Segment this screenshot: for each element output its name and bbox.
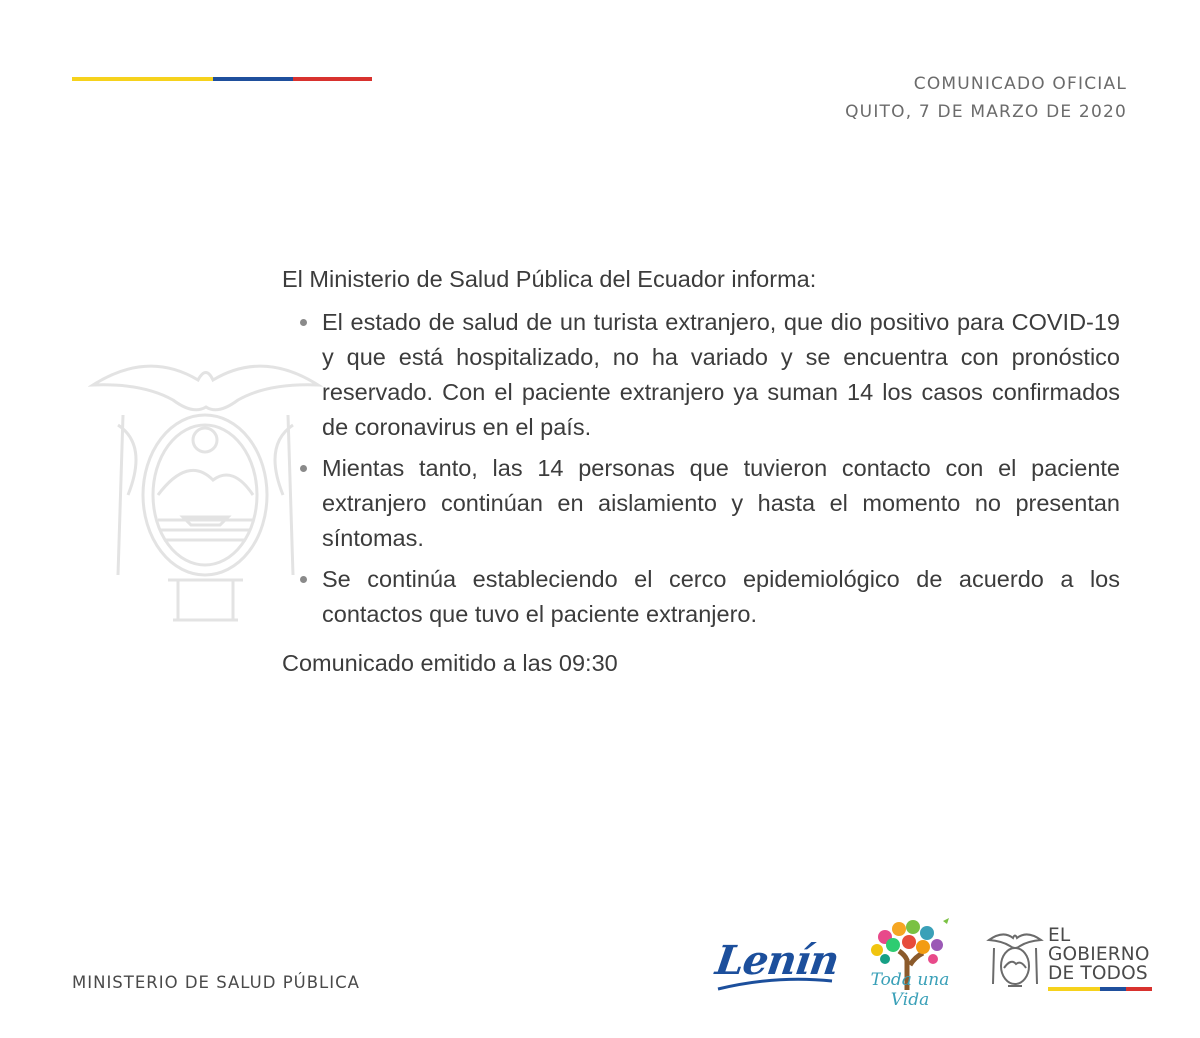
statement-bullets (282, 305, 1120, 632)
list-item: Mientas tanto, las 14 personas que tuvieron contacto con el paciente extranjero continúan en aislamiento y hasta el momento no presentan síntomas. (282, 451, 1120, 556)
bullet-dot-icon (300, 319, 307, 326)
gobierno-logo-text: EL GOBIERNO DE TODOS (1048, 925, 1150, 984)
statement-intro: El Ministerio de Salud Pública del Ecuador informa: (282, 266, 817, 292)
ministry-name: MINISTERIO DE SALUD PÚBLICA (72, 973, 360, 992)
bullet-dot-icon (300, 576, 307, 583)
coat-of-arms-small-icon (986, 928, 1044, 990)
flag-stripe-red (293, 77, 372, 81)
lenin-logo-text: Lenín (712, 937, 842, 984)
list-item: Se continúa estableciendo el cerco epidemiológico de acuerdo a los contactos que tuvo el paciente extranjero. (282, 562, 1120, 632)
swoosh-icon (716, 973, 834, 993)
issued-time: Comunicado emitido a las 09:30 (282, 650, 618, 676)
flag-stripe-blue (213, 77, 293, 81)
flag-stripe (72, 77, 372, 81)
gobierno-logo (986, 926, 1156, 996)
header-date: QUITO, 7 DE MARZO DE 2020 (845, 102, 1127, 122)
flag-stripe-yellow (72, 77, 213, 81)
lenin-logo (712, 935, 842, 993)
gobierno-flag-stripe (1048, 987, 1152, 991)
document-header (845, 70, 1127, 126)
bullet-dot-icon (300, 465, 307, 472)
tree-logo-caption: Toda una Vida (870, 970, 950, 1010)
flag-stripe-yellow (1048, 987, 1100, 991)
header-title: COMUNICADO OFICIAL (913, 74, 1127, 94)
statement-body (282, 262, 1120, 705)
flag-stripe-blue (1100, 987, 1126, 991)
flag-stripe-red (1126, 987, 1152, 991)
list-item: El estado de salud de un turista extranjero, que dio positivo para COVID-19 y que está hospitalizado, no ha variado y se encuentra con pronóstico reservado. Con el paciente extranjero ya suman 14 los casos confirmados de coronavirus en el país. (282, 305, 1120, 445)
toda-una-vida-logo (855, 915, 965, 1010)
